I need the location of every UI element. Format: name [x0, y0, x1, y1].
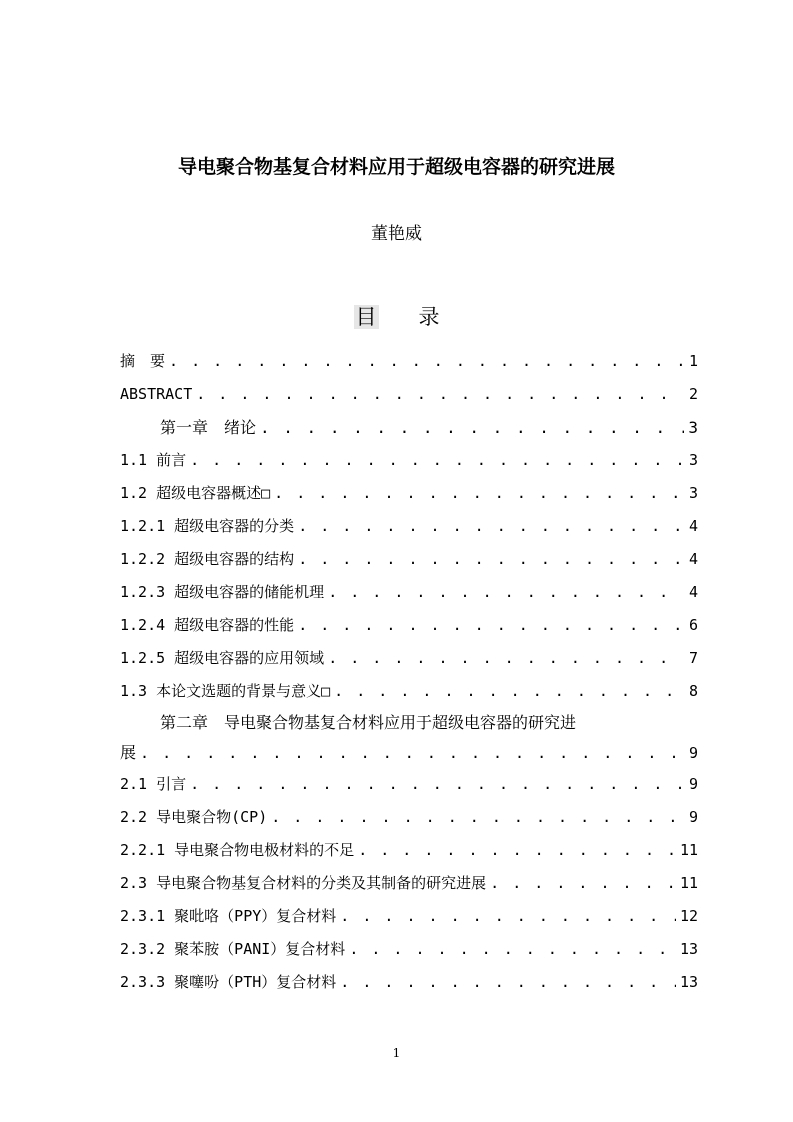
toc-entry-1-1[interactable]: [120, 444, 698, 477]
toc-entry-page: 4: [688, 583, 698, 601]
dot-leader: [298, 510, 684, 543]
dot-leader: [340, 966, 676, 999]
toc-heading: [0, 301, 793, 331]
toc-entry-page: 9: [688, 775, 698, 793]
toc-entry-2-3[interactable]: [120, 867, 698, 900]
toc-entry-page: 3: [688, 418, 698, 437]
toc-entry-label: 摘 要: [120, 352, 166, 370]
toc-entry-label: 第一章 绪论: [160, 418, 257, 437]
toc-entry-label: 1.2.1 超级电容器的分类: [120, 517, 295, 535]
toc-entry-page: 9: [688, 744, 698, 762]
dot-leader: [271, 801, 684, 834]
toc-entry-page: 12: [679, 907, 698, 925]
toc-entry-1-2-2[interactable]: [120, 543, 698, 576]
toc-entry-1-2[interactable]: [120, 477, 698, 510]
dot-leader: [196, 378, 684, 411]
toc-entry-page: 7: [688, 649, 698, 667]
toc-entry-label: 2.3.2 聚苯胺（PANI）复合材料: [120, 940, 346, 958]
toc-entry-1-2-4[interactable]: [120, 609, 698, 642]
toc-entry-1-2-3[interactable]: [120, 576, 698, 609]
toc-entry-label: 2.3 导电聚合物基复合材料的分类及其制备的研究进展: [120, 874, 487, 892]
toc-entry-label: 1.1 前言: [120, 451, 187, 469]
toc-entry-page: 13: [679, 940, 698, 958]
toc-entry-label: ABSTRACT: [120, 385, 193, 403]
dot-leader: [190, 768, 684, 801]
toc-entry-2-3-1[interactable]: [120, 900, 698, 933]
toc-entry-page: 11: [679, 874, 698, 892]
toc-entry-label: 1.2.3 超级电容器的储能机理: [120, 583, 325, 601]
toc-entry-page: 3: [688, 484, 698, 502]
table-of-contents: [120, 345, 698, 999]
toc-entry-label: 2.2.1 导电聚合物电极材料的不足: [120, 841, 355, 859]
page-number: 1: [392, 1046, 401, 1060]
toc-heading-char-1: 目: [355, 305, 377, 329]
dot-leader: [340, 900, 676, 933]
toc-entry-label: 1.2 超级电容器概述□: [120, 484, 271, 502]
toc-entry-2-3-2[interactable]: [120, 933, 698, 966]
dot-leader: [274, 477, 684, 510]
dot-leader: [490, 867, 676, 900]
document-title: 导电聚合物基复合材料应用于超级电容器的研究进展: [177, 156, 615, 178]
toc-entry-page: 2: [688, 385, 698, 403]
dot-leader: [190, 444, 684, 477]
toc-entry-page: 11: [679, 841, 698, 859]
toc-entry-2-1[interactable]: [120, 768, 698, 801]
toc-entry-label: 1.2.2 超级电容器的结构: [120, 550, 295, 568]
toc-entry-1-2-1[interactable]: [120, 510, 698, 543]
dot-leader: [298, 609, 684, 642]
dot-leader: [328, 576, 684, 609]
toc-entry-page: 4: [688, 517, 698, 535]
dot-leader: [298, 543, 684, 576]
toc-entry-label: 2.1 引言: [120, 775, 187, 793]
toc-entry-2-3-3[interactable]: [120, 966, 698, 999]
dot-leader: [358, 834, 676, 867]
toc-entry-label: 2.2 导电聚合物(CP): [120, 808, 268, 826]
toc-entry-label: 展: [120, 743, 137, 762]
toc-entry-page: 13: [679, 973, 698, 991]
toc-entry-page: 6: [688, 616, 698, 634]
dot-leader: [334, 675, 684, 708]
dot-leader: [260, 411, 684, 444]
toc-entry-1-2-5[interactable]: [120, 642, 698, 675]
dot-leader: [169, 345, 684, 378]
dot-leader: [328, 642, 684, 675]
toc-entry-2-2[interactable]: [120, 801, 698, 834]
toc-entry-page: 9: [688, 808, 698, 826]
toc-entry-2-2-1[interactable]: [120, 834, 698, 867]
toc-entry-chapter-2[interactable]: [120, 738, 698, 768]
toc-entry-label: 1.3 本论文选题的背景与意义□: [120, 682, 331, 700]
toc-entry-page: 4: [688, 550, 698, 568]
toc-entry-label: 2.3.1 聚吡咯（PPY）复合材料: [120, 907, 337, 925]
author-name: 董艳威: [371, 224, 422, 244]
toc-entry-page: 1: [688, 352, 698, 370]
toc-entry-abstract-en[interactable]: [120, 378, 698, 411]
toc-entry-label: 1.2.4 超级电容器的性能: [120, 616, 295, 634]
toc-entry-page: 3: [688, 451, 698, 469]
toc-entry-abstract-cn[interactable]: [120, 345, 698, 378]
toc-entry-chapter-1[interactable]: [120, 411, 698, 444]
toc-entry-page: 8: [688, 682, 698, 700]
toc-entry-chapter-2-line-1[interactable]: 第二章 导电聚合物基复合材料应用于超级电容器的研究进: [160, 713, 577, 732]
toc-entry-label: 2.3.3 聚噻吩（PTH）复合材料: [120, 973, 337, 991]
dot-leader: [349, 933, 676, 966]
toc-entry-label: 1.2.5 超级电容器的应用领域: [120, 649, 325, 667]
dot-leader: [140, 738, 684, 768]
toc-heading-char-2: 录: [418, 305, 440, 329]
toc-entry-1-3[interactable]: [120, 675, 698, 708]
